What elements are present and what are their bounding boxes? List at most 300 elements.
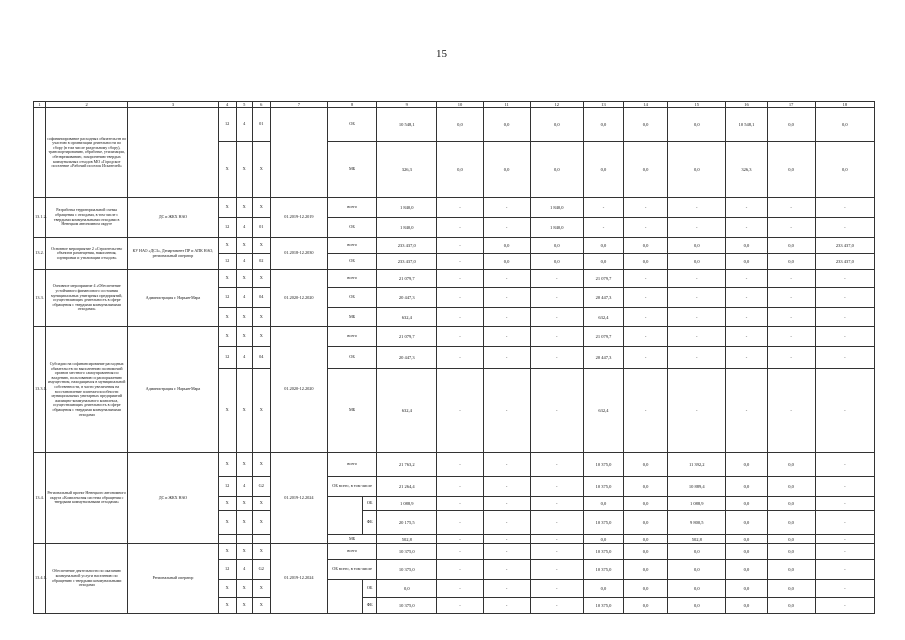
amount-cell: - <box>437 369 483 453</box>
budget-code-cell: Х <box>218 142 236 198</box>
amount-cell: 0,0 <box>726 511 767 535</box>
table-row <box>34 238 875 254</box>
row-code: 13.1.2. <box>34 198 46 238</box>
amount-cell: 0,0 <box>767 580 815 598</box>
amount-cell: 0,0 <box>624 108 668 142</box>
amount-cell: 233 437,0 <box>815 238 874 254</box>
event-description: Основное мероприятие 4 «Обеспечение устойчивого финансового состояния муниципальных унитарных предприятий, осуществляющих деятельность в сфере обращения с твердыми коммунальными отходами» <box>46 270 128 327</box>
financing-subsource: ФБ <box>363 598 377 614</box>
budget-code-cell: 04 <box>252 288 270 308</box>
amount-cell: 1 840,0 <box>377 198 437 218</box>
financing-source: ОБ <box>328 254 377 270</box>
budget-code-cell: 01 <box>252 108 270 142</box>
amount-cell: 0,0 <box>668 598 726 614</box>
amount-cell: 0,0 <box>483 142 530 198</box>
event-description: Разработка территориальной схемы обращения с отходами, в том числе с твердыми коммунальными отходами в Ненецком автономном округе <box>46 198 128 238</box>
amount-cell: 632,4 <box>583 308 623 327</box>
amount-cell: - <box>530 511 583 535</box>
budget-code-cell: 12 <box>218 477 236 497</box>
financing-subsource: ОБ <box>363 497 377 511</box>
financing-source: ОБ всего, в том числе <box>328 477 377 497</box>
amount-cell: 21 264,4 <box>377 477 437 497</box>
amount-cell: - <box>815 453 874 477</box>
amount-cell: - <box>530 598 583 614</box>
amount-cell: 0,0 <box>624 560 668 580</box>
amount-cell: - <box>767 327 815 347</box>
budget-code-cell: Х <box>218 511 236 535</box>
amount-cell: - <box>767 347 815 369</box>
amount-cell: 326,3 <box>377 142 437 198</box>
amount-cell: 0,0 <box>483 108 530 142</box>
amount-cell: - <box>483 580 530 598</box>
budget-code-cell: Х <box>252 308 270 327</box>
amount-cell: - <box>815 580 874 598</box>
column-number-header: 11 <box>483 102 530 108</box>
amount-cell: - <box>483 511 530 535</box>
amount-cell: - <box>437 497 483 511</box>
amount-cell: - <box>530 580 583 598</box>
amount-cell: - <box>437 347 483 369</box>
amount-cell: - <box>815 598 874 614</box>
amount-cell: - <box>624 347 668 369</box>
amount-cell: - <box>530 497 583 511</box>
amount-cell: - <box>483 347 530 369</box>
amount-cell: - <box>483 477 530 497</box>
budget-code-cell: 4 <box>236 218 252 238</box>
amount-cell: - <box>530 270 583 288</box>
budget-code-cell: 12 <box>218 218 236 238</box>
budget-code-cell: G2 <box>252 560 270 580</box>
amount-cell: 1 088,9 <box>668 497 726 511</box>
budget-code-cell: Х <box>236 308 252 327</box>
amount-cell: 0,0 <box>767 560 815 580</box>
budget-code-cell: Х <box>218 327 236 347</box>
amount-cell: 10 375,0 <box>377 544 437 560</box>
budget-code-cell: Х <box>218 497 236 511</box>
amount-cell: - <box>437 270 483 288</box>
column-number-header: 12 <box>530 102 583 108</box>
responsible-executor <box>128 108 218 198</box>
amount-cell: - <box>530 477 583 497</box>
amount-cell: 0,0 <box>815 142 874 198</box>
amount-cell: - <box>583 218 623 238</box>
amount-cell: - <box>483 369 530 453</box>
amount-cell: 10 548,1 <box>377 108 437 142</box>
amount-cell: 0,0 <box>726 477 767 497</box>
amount-cell: 20 447,3 <box>583 288 623 308</box>
amount-cell: 21 079,7 <box>583 327 623 347</box>
amount-cell: 0,0 <box>583 497 623 511</box>
responsible-executor: ДС и ЖКХ НАО <box>128 198 218 238</box>
amount-cell: 0,0 <box>726 560 767 580</box>
amount-cell: - <box>815 308 874 327</box>
amount-cell: 0,0 <box>530 142 583 198</box>
amount-cell: - <box>668 218 726 238</box>
amount-cell: - <box>530 308 583 327</box>
amount-cell: 0,0 <box>583 535 623 544</box>
amount-cell: - <box>624 270 668 288</box>
budget-code-cell: Х <box>252 238 270 254</box>
amount-cell: - <box>726 218 767 238</box>
column-number-header: 16 <box>726 102 767 108</box>
amount-cell: - <box>726 369 767 453</box>
amount-cell: - <box>530 369 583 453</box>
column-number-header: 1 <box>34 102 46 108</box>
amount-cell: 0,0 <box>726 580 767 598</box>
budget-code-cell: Х <box>252 580 270 598</box>
amount-cell: - <box>437 598 483 614</box>
column-number-header: 17 <box>767 102 815 108</box>
amount-cell: 0,0 <box>767 238 815 254</box>
amount-cell: - <box>767 369 815 453</box>
amount-cell: 20 447,3 <box>377 288 437 308</box>
amount-cell: 0,0 <box>767 108 815 142</box>
amount-cell: - <box>530 347 583 369</box>
amount-cell: - <box>726 198 767 218</box>
budget-code-cell: Х <box>252 544 270 560</box>
budget-code-cell: Х <box>252 327 270 347</box>
budget-code-cell: Х <box>218 270 236 288</box>
amount-cell: 0,0 <box>624 535 668 544</box>
budget-code-cell: 4 <box>236 108 252 142</box>
financing-source: ОБ <box>328 108 377 142</box>
amount-cell: - <box>530 453 583 477</box>
financing-source-indent <box>328 497 363 535</box>
amount-cell: - <box>530 544 583 560</box>
amount-cell: - <box>767 308 815 327</box>
amount-cell: 0,0 <box>530 254 583 270</box>
column-number-header: 14 <box>624 102 668 108</box>
amount-cell: 0,0 <box>668 238 726 254</box>
responsible-executor: Региональный оператор <box>128 544 218 614</box>
budget-code-cell: Х <box>218 544 236 560</box>
amount-cell: 0,0 <box>767 477 815 497</box>
event-description: софинансирование расходных обязательств по участию в организации деятельности по сбору (в том числе раздельному сбору), транспортированию, обработке, утилизации, обезвреживанию, захоронению твердых коммунальных отходов МО «Городское поселение «Рабочий поселок Искателей» <box>46 108 128 198</box>
amount-cell: 10 375,0 <box>377 560 437 580</box>
amount-cell: - <box>767 198 815 218</box>
amount-cell: - <box>437 535 483 544</box>
amount-cell: 0,0 <box>726 497 767 511</box>
amount-cell: 0,0 <box>624 142 668 198</box>
event-description: Региональный проект Ненецкого автономного округа «Комплексная система обращения с твердыми коммунальными отходами» <box>46 453 128 544</box>
amount-cell: - <box>624 308 668 327</box>
amount-cell: - <box>437 327 483 347</box>
amount-cell: - <box>815 560 874 580</box>
implementation-period: 01.2019-12.2019 <box>270 198 327 238</box>
column-number-header: 2 <box>46 102 128 108</box>
amount-cell: - <box>437 254 483 270</box>
amount-cell: - <box>624 198 668 218</box>
financing-source: всего <box>328 544 377 560</box>
amount-cell: 0,0 <box>767 544 815 560</box>
amount-cell: 0,0 <box>668 544 726 560</box>
budget-code-cell: Х <box>218 598 236 614</box>
financing-source: ОБ <box>328 288 377 308</box>
budget-code-cell: Х <box>252 369 270 453</box>
amount-cell: - <box>668 347 726 369</box>
amount-cell: 10 375,0 <box>583 477 623 497</box>
budget-code-cell: Х <box>218 453 236 477</box>
amount-cell: 0,0 <box>437 142 483 198</box>
column-number-header: 10 <box>437 102 483 108</box>
amount-cell: 0,0 <box>767 511 815 535</box>
financing-source: МБ <box>328 535 377 544</box>
amount-cell: - <box>726 288 767 308</box>
budget-code-cell: Х <box>236 327 252 347</box>
budget-code-cell: Х <box>236 580 252 598</box>
table-row <box>34 198 875 218</box>
budget-code-cell: Х <box>252 198 270 218</box>
amount-cell: - <box>437 238 483 254</box>
amount-cell: 10 889,4 <box>668 477 726 497</box>
amount-cell: 0,0 <box>624 511 668 535</box>
amount-cell: 0,0 <box>583 254 623 270</box>
column-number-header: 18 <box>815 102 874 108</box>
row-code <box>34 108 46 198</box>
amount-cell: 0,0 <box>726 598 767 614</box>
budget-code-cell: 4 <box>236 560 252 580</box>
implementation-period: 01.2019-12.2024 <box>270 453 327 544</box>
amount-cell: - <box>815 288 874 308</box>
budget-code-cell: 12 <box>218 560 236 580</box>
implementation-period: 01.2020-12.2020 <box>270 270 327 327</box>
financing-source: всего <box>328 238 377 254</box>
amount-cell: - <box>767 270 815 288</box>
budget-code-cell: 04 <box>252 347 270 369</box>
table-row <box>34 270 875 288</box>
row-code: 13.4.1. <box>34 544 46 614</box>
amount-cell: 632,4 <box>583 369 623 453</box>
amount-cell: 0,0 <box>668 560 726 580</box>
amount-cell: - <box>767 218 815 238</box>
column-number-header: 13 <box>583 102 623 108</box>
amount-cell: 0,0 <box>726 535 767 544</box>
responsible-executor: КУ НАО «ДСЗ», Департамент ПР и АПК НАО, региональный оператор <box>128 238 218 270</box>
column-number-header: 15 <box>668 102 726 108</box>
amount-cell: - <box>624 288 668 308</box>
amount-cell: 0,0 <box>767 497 815 511</box>
amount-cell: 10 548,1 <box>726 108 767 142</box>
column-number-header: 7 <box>270 102 327 108</box>
amount-cell: - <box>483 308 530 327</box>
amount-cell: 21 763,2 <box>377 453 437 477</box>
amount-cell: 20 447,3 <box>583 347 623 369</box>
amount-cell: 326,3 <box>726 142 767 198</box>
amount-cell: - <box>668 288 726 308</box>
amount-cell: - <box>437 198 483 218</box>
budget-code-cell <box>218 535 236 544</box>
amount-cell: - <box>815 535 874 544</box>
amount-cell: 10 375,0 <box>583 544 623 560</box>
amount-cell: 10 375,0 <box>583 560 623 580</box>
amount-cell: 0,0 <box>668 580 726 598</box>
amount-cell: - <box>437 288 483 308</box>
amount-cell: - <box>624 327 668 347</box>
amount-cell: 0,0 <box>530 108 583 142</box>
amount-cell: - <box>815 477 874 497</box>
amount-cell: 21 079,7 <box>377 327 437 347</box>
amount-cell: 0,0 <box>624 238 668 254</box>
amount-cell: 502,8 <box>377 535 437 544</box>
amount-cell: 0,0 <box>377 580 437 598</box>
budget-code-cell: Х <box>218 369 236 453</box>
amount-cell: 502,8 <box>668 535 726 544</box>
column-number-header: 4 <box>218 102 236 108</box>
budget-code-cell: 12 <box>218 347 236 369</box>
budget-code-cell: 12 <box>218 108 236 142</box>
table-row <box>34 544 875 560</box>
budget-code-cell: 12 <box>218 288 236 308</box>
amount-cell: - <box>483 218 530 238</box>
amount-cell: - <box>668 369 726 453</box>
amount-cell: - <box>437 453 483 477</box>
amount-cell: 20 447,3 <box>377 347 437 369</box>
row-code: 13.3.1. <box>34 327 46 453</box>
amount-cell: 0,0 <box>437 108 483 142</box>
amount-cell: - <box>483 198 530 218</box>
amount-cell: - <box>815 198 874 218</box>
amount-cell: 0,0 <box>668 142 726 198</box>
amount-cell: - <box>437 218 483 238</box>
budget-code-cell: 4 <box>236 477 252 497</box>
amount-cell: 0,0 <box>583 142 623 198</box>
amount-cell: - <box>668 308 726 327</box>
financing-source: МБ <box>328 142 377 198</box>
amount-cell: - <box>668 270 726 288</box>
budget-code-cell: Х <box>252 511 270 535</box>
budget-code-cell: 4 <box>236 254 252 270</box>
budget-code-cell: Х <box>236 453 252 477</box>
amount-cell: 0,0 <box>624 544 668 560</box>
budget-code-cell <box>236 535 252 544</box>
amount-cell: 10 375,0 <box>377 598 437 614</box>
amount-cell: - <box>726 308 767 327</box>
financing-source: ОБ всего, в том числе <box>328 560 377 580</box>
amount-cell: - <box>483 497 530 511</box>
amount-cell: 0,0 <box>767 142 815 198</box>
budget-code-cell: 01 <box>252 218 270 238</box>
amount-cell: 0,0 <box>583 580 623 598</box>
amount-cell: 0,0 <box>624 580 668 598</box>
financing-source: всего <box>328 198 377 218</box>
budget-code-cell: 12 <box>218 254 236 270</box>
financing-source: всего <box>328 270 377 288</box>
financing-subsource: ОБ <box>363 580 377 598</box>
amount-cell: 0,0 <box>726 544 767 560</box>
budget-code-cell: 02 <box>252 254 270 270</box>
responsible-executor: Администрация г. Нарьян-Мара <box>128 270 218 327</box>
amount-cell: - <box>437 477 483 497</box>
budget-code-cell: Х <box>252 142 270 198</box>
budget-code-cell: Х <box>252 270 270 288</box>
amount-cell: 0,0 <box>726 453 767 477</box>
budget-code-cell: Х <box>236 198 252 218</box>
amount-cell: 21 079,7 <box>377 270 437 288</box>
budget-code-cell: Х <box>236 544 252 560</box>
budget-code-cell: Х <box>236 238 252 254</box>
budget-code-cell: Х <box>236 497 252 511</box>
amount-cell: - <box>530 288 583 308</box>
column-number-header: 6 <box>252 102 270 108</box>
budget-code-cell: 4 <box>236 347 252 369</box>
amount-cell: - <box>767 288 815 308</box>
amount-cell: - <box>815 544 874 560</box>
amount-cell: - <box>583 198 623 218</box>
amount-cell: 0,0 <box>624 497 668 511</box>
table-row <box>34 327 875 347</box>
amount-cell: 0,0 <box>767 598 815 614</box>
budget-code-cell <box>252 535 270 544</box>
column-number-header: 9 <box>377 102 437 108</box>
amount-cell: - <box>483 560 530 580</box>
budget-code-cell: Х <box>218 308 236 327</box>
budget-code-cell: Х <box>252 453 270 477</box>
amount-cell: 233 437,0 <box>377 238 437 254</box>
amount-cell: - <box>726 270 767 288</box>
amount-cell: 0,0 <box>624 477 668 497</box>
amount-cell: 0,0 <box>583 238 623 254</box>
implementation-period: 01.2019-12.2024 <box>270 544 327 614</box>
event-description: Основное мероприятие 2 «Строительство объектов размещения, накопления, сортировки и утилизации отходов» <box>46 238 128 270</box>
budget-code-cell: Х <box>218 198 236 218</box>
financing-subsource: ФБ <box>363 511 377 535</box>
financing-source: ОБ <box>328 347 377 369</box>
amount-cell: 0,0 <box>483 238 530 254</box>
page-number: 15 <box>436 48 447 60</box>
amount-cell: 0,0 <box>624 254 668 270</box>
financing-source-indent <box>328 580 363 614</box>
amount-cell: 20 175,5 <box>377 511 437 535</box>
amount-cell: 10 375,0 <box>583 511 623 535</box>
budget-code-cell: Х <box>236 142 252 198</box>
amount-cell: 1 088,9 <box>377 497 437 511</box>
column-number-header: 3 <box>128 102 218 108</box>
implementation-period: 01.2020-12.2020 <box>270 327 327 453</box>
amount-cell: 1 840,0 <box>377 218 437 238</box>
budget-code-cell: G2 <box>252 477 270 497</box>
amount-cell: 632,4 <box>377 308 437 327</box>
row-code: 13.3. <box>34 270 46 327</box>
amount-cell: - <box>437 308 483 327</box>
amount-cell: 632,4 <box>377 369 437 453</box>
financing-source: всего <box>328 453 377 477</box>
amount-cell: 10 375,0 <box>583 453 623 477</box>
amount-cell: - <box>668 198 726 218</box>
amount-cell: - <box>483 288 530 308</box>
financing-source: всего <box>328 327 377 347</box>
column-number-header: 8 <box>328 102 377 108</box>
column-number-header: 5 <box>236 102 252 108</box>
budget-code-cell: Х <box>236 598 252 614</box>
amount-cell: - <box>726 327 767 347</box>
amount-cell: 0,0 <box>815 108 874 142</box>
amount-cell: - <box>726 347 767 369</box>
amount-cell: 11 392,2 <box>668 453 726 477</box>
amount-cell: 0,0 <box>726 238 767 254</box>
event-description: Обеспечение деятельности по оказанию коммунальной услуги населению по обращению с твердыми коммунальными отходами <box>46 544 128 614</box>
budget-code-cell: 4 <box>236 288 252 308</box>
budget-code-cell: Х <box>236 369 252 453</box>
amount-cell: 0,0 <box>767 535 815 544</box>
amount-cell: - <box>815 369 874 453</box>
financing-source: МБ <box>328 308 377 327</box>
amount-cell: - <box>483 598 530 614</box>
amount-cell: - <box>483 270 530 288</box>
amount-cell: - <box>483 453 530 477</box>
budget-code-cell: Х <box>218 580 236 598</box>
amount-cell: - <box>624 218 668 238</box>
amount-cell: 1 840,0 <box>530 198 583 218</box>
